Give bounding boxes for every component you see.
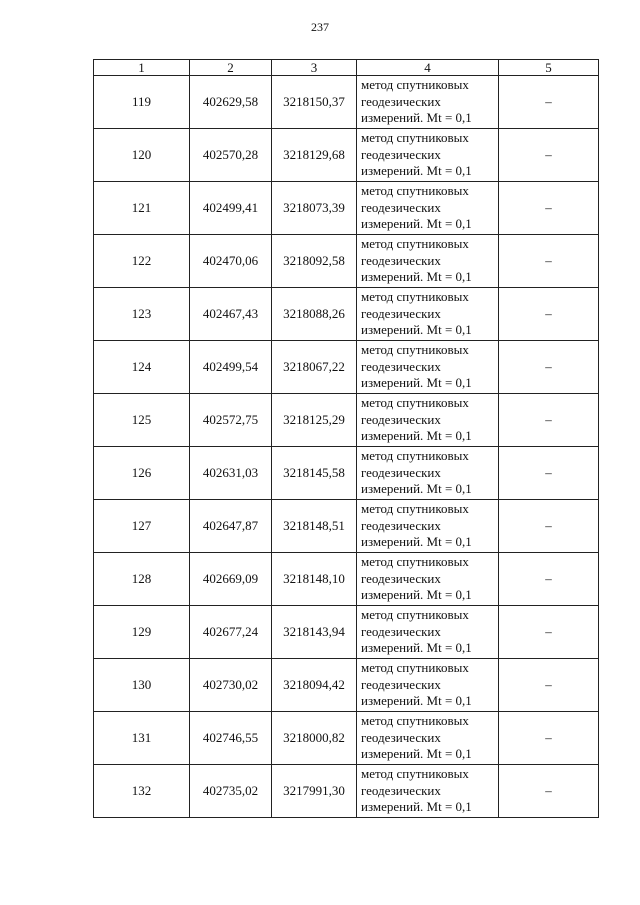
note-cell: – <box>499 394 599 447</box>
method-line-1: метод спутниковых <box>361 289 469 305</box>
coordinate-x: 402470,06 <box>190 235 272 288</box>
note-cell: – <box>499 447 599 500</box>
method-line-1: метод спутниковых <box>361 660 469 676</box>
method-line-2: геодезических <box>361 146 441 162</box>
table-row <box>94 76 599 129</box>
coordinate-y: 3218094,42 <box>272 659 357 712</box>
coordinate-x: 402735,02 <box>190 765 272 818</box>
method-line-1: метод спутниковых <box>361 713 469 729</box>
method-line-2: геодезических <box>361 411 441 427</box>
point-number: 127 <box>94 500 190 553</box>
coordinate-x: 402629,58 <box>190 76 272 129</box>
point-number: 124 <box>94 341 190 394</box>
method-line-1: метод спутниковых <box>361 236 469 252</box>
method-line-3: измерений. Mt = 0,1 <box>361 746 472 762</box>
point-number: 123 <box>94 288 190 341</box>
coordinate-x: 402499,41 <box>190 182 272 235</box>
table-body <box>94 76 599 818</box>
method-line-3: измерений. Mt = 0,1 <box>361 428 472 444</box>
method-line-2: геодезических <box>361 676 441 692</box>
note-cell: – <box>499 341 599 394</box>
coordinate-x: 402730,02 <box>190 659 272 712</box>
note-cell: – <box>499 659 599 712</box>
table-row <box>94 182 599 235</box>
point-number: 126 <box>94 447 190 500</box>
method-cell <box>357 76 499 129</box>
method-line-2: геодезических <box>361 570 441 586</box>
method-line-2: геодезических <box>361 782 441 798</box>
note-cell: – <box>499 606 599 659</box>
point-number: 125 <box>94 394 190 447</box>
table-row <box>94 394 599 447</box>
column-header-5: 5 <box>499 60 599 76</box>
method-cell <box>357 341 499 394</box>
method-line-2: геодезических <box>361 199 441 215</box>
coordinate-y: 3218067,22 <box>272 341 357 394</box>
method-line-3: измерений. Mt = 0,1 <box>361 640 472 656</box>
method-line-3: измерений. Mt = 0,1 <box>361 269 472 285</box>
method-cell <box>357 553 499 606</box>
coordinate-x: 402647,87 <box>190 500 272 553</box>
point-number: 128 <box>94 553 190 606</box>
method-line-2: геодезических <box>361 93 441 109</box>
method-cell <box>357 129 499 182</box>
coordinate-x: 402631,03 <box>190 447 272 500</box>
method-line-3: измерений. Mt = 0,1 <box>361 322 472 338</box>
method-cell <box>357 235 499 288</box>
table-row <box>94 500 599 553</box>
column-header-3: 3 <box>272 60 357 76</box>
table-row <box>94 447 599 500</box>
point-number: 131 <box>94 712 190 765</box>
column-header-1: 1 <box>94 60 190 76</box>
method-line-1: метод спутниковых <box>361 77 469 93</box>
method-cell <box>357 447 499 500</box>
point-number: 121 <box>94 182 190 235</box>
note-cell: – <box>499 553 599 606</box>
note-cell: – <box>499 765 599 818</box>
method-line-1: метод спутниковых <box>361 130 469 146</box>
method-cell <box>357 765 499 818</box>
method-line-3: измерений. Mt = 0,1 <box>361 110 472 126</box>
method-line-3: измерений. Mt = 0,1 <box>361 216 472 232</box>
method-line-2: геодезических <box>361 517 441 533</box>
coordinate-y: 3218129,68 <box>272 129 357 182</box>
method-line-3: измерений. Mt = 0,1 <box>361 534 472 550</box>
method-cell <box>357 500 499 553</box>
table-row <box>94 235 599 288</box>
coordinate-y: 3218148,10 <box>272 553 357 606</box>
table-row <box>94 765 599 818</box>
method-cell <box>357 659 499 712</box>
note-cell: – <box>499 76 599 129</box>
table-row <box>94 288 599 341</box>
method-line-1: метод спутниковых <box>361 183 469 199</box>
table-row <box>94 659 599 712</box>
point-number: 129 <box>94 606 190 659</box>
note-cell: – <box>499 712 599 765</box>
method-line-1: метод спутниковых <box>361 554 469 570</box>
column-header-4: 4 <box>357 60 499 76</box>
method-line-2: геодезических <box>361 729 441 745</box>
coordinate-x: 402669,09 <box>190 553 272 606</box>
coordinate-x: 402570,28 <box>190 129 272 182</box>
coordinate-x: 402467,43 <box>190 288 272 341</box>
coordinate-x: 402499,54 <box>190 341 272 394</box>
coordinate-x: 402572,75 <box>190 394 272 447</box>
method-line-3: измерений. Mt = 0,1 <box>361 375 472 391</box>
method-line-1: метод спутниковых <box>361 395 469 411</box>
method-line-2: геодезических <box>361 358 441 374</box>
coordinate-x: 402746,55 <box>190 712 272 765</box>
point-number: 132 <box>94 765 190 818</box>
method-line-3: измерений. Mt = 0,1 <box>361 587 472 603</box>
method-line-2: геодезических <box>361 623 441 639</box>
table-row <box>94 712 599 765</box>
note-cell: – <box>499 500 599 553</box>
method-line-2: геодезических <box>361 305 441 321</box>
method-line-1: метод спутниковых <box>361 342 469 358</box>
method-cell <box>357 394 499 447</box>
method-cell <box>357 288 499 341</box>
table-row <box>94 553 599 606</box>
method-cell <box>357 606 499 659</box>
point-number: 119 <box>94 76 190 129</box>
note-cell: – <box>499 129 599 182</box>
point-number: 130 <box>94 659 190 712</box>
method-line-1: метод спутниковых <box>361 501 469 517</box>
method-line-2: геодезических <box>361 464 441 480</box>
point-number: 122 <box>94 235 190 288</box>
coordinate-y: 3217991,30 <box>272 765 357 818</box>
note-cell: – <box>499 182 599 235</box>
method-line-1: метод спутниковых <box>361 766 469 782</box>
column-header-2: 2 <box>190 60 272 76</box>
method-line-3: измерений. Mt = 0,1 <box>361 481 472 497</box>
method-cell <box>357 182 499 235</box>
page-number: 237 <box>311 20 329 34</box>
table-row <box>94 341 599 394</box>
method-line-1: метод спутниковых <box>361 607 469 623</box>
coordinate-y: 3218088,26 <box>272 288 357 341</box>
method-cell <box>357 712 499 765</box>
table-row <box>94 606 599 659</box>
table-header-row <box>94 60 599 76</box>
coordinate-y: 3218148,51 <box>272 500 357 553</box>
coordinate-y: 3218143,94 <box>272 606 357 659</box>
coordinate-y: 3218150,37 <box>272 76 357 129</box>
method-line-3: измерений. Mt = 0,1 <box>361 799 472 815</box>
method-line-1: метод спутниковых <box>361 448 469 464</box>
coordinate-y: 3218125,29 <box>272 394 357 447</box>
note-cell: – <box>499 288 599 341</box>
note-cell: – <box>499 235 599 288</box>
coordinate-y: 3218000,82 <box>272 712 357 765</box>
coordinate-y: 3218092,58 <box>272 235 357 288</box>
coordinate-y: 3218145,58 <box>272 447 357 500</box>
method-line-3: измерений. Mt = 0,1 <box>361 693 472 709</box>
coordinate-x: 402677,24 <box>190 606 272 659</box>
coordinate-y: 3218073,39 <box>272 182 357 235</box>
table-row <box>94 129 599 182</box>
method-line-2: геодезических <box>361 252 441 268</box>
method-line-3: измерений. Mt = 0,1 <box>361 163 472 179</box>
point-number: 120 <box>94 129 190 182</box>
coordinates-table <box>93 59 599 818</box>
